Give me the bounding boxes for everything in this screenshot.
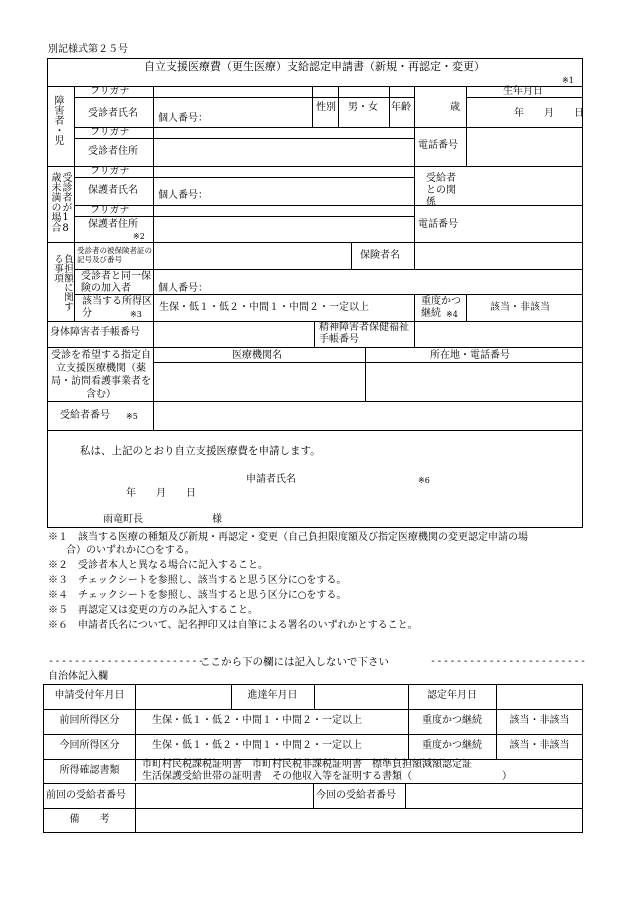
note-1-cont: 合）のいずれかに○をする。 xyxy=(66,545,195,556)
physical-handbook-field[interactable] xyxy=(156,323,311,345)
remarks-field[interactable] xyxy=(137,810,580,831)
cur-recipient-field[interactable] xyxy=(407,785,580,806)
patient-address-field[interactable] xyxy=(156,140,411,164)
transmitted-date-label: 進達年月日 xyxy=(247,690,298,701)
patient-furigana2-label: フリガナ xyxy=(90,127,130,138)
severe-label: 重度かつ継続 xyxy=(421,296,461,319)
institution-name-header: 医療機関名 xyxy=(232,350,282,361)
prev-severe-options[interactable]: 該当・非該当 xyxy=(509,715,570,726)
form-number: 別記様式第２５号 xyxy=(48,44,128,55)
recipient-number-field[interactable] xyxy=(156,403,580,428)
divider-dashes-left: ------------------------ xyxy=(48,656,205,667)
note-mark-6: ※6 xyxy=(418,476,430,485)
mental-handbook-field[interactable] xyxy=(416,323,580,345)
burden-group-label: 負担額に関する事項 xyxy=(52,254,73,311)
approved-date-field[interactable] xyxy=(498,686,580,707)
recipient-number-label: 受給者番号 xyxy=(60,410,110,421)
prev-recipient-field[interactable] xyxy=(137,785,311,806)
income-label: 該当する所得区分 xyxy=(82,296,152,319)
patient-group-label: 障害者・児 xyxy=(52,95,63,145)
note-mark-1: ※1 xyxy=(562,76,574,85)
guardian-address-field[interactable] xyxy=(156,218,411,240)
cur-income-label: 今回所得区分 xyxy=(59,740,120,751)
declaration: 私は、上記のとおり自立支援医療費を申請します。 xyxy=(80,445,321,457)
received-date-field[interactable] xyxy=(137,686,229,707)
institution-label: 受診を希望する指定自立支援医療機関（薬局・訪問看護事業者を含む） xyxy=(51,350,151,400)
relation-label: 受給者との関係 xyxy=(426,173,456,208)
insured-symbol-label: 受診者の被保険者証の記号及び番号 xyxy=(77,246,152,264)
cur-severe-options[interactable]: 該当・非該当 xyxy=(509,740,570,751)
mental-handbook-label: 精神障害者保健福祉手帳番号 xyxy=(319,322,409,345)
dob-units: 年 月 日 xyxy=(514,108,584,119)
patient-address-label: 受診者住所 xyxy=(88,146,138,157)
note-6: ※６ 申請者氏名について、記名押印又は自筆による署名のいずれかとすること。 xyxy=(48,620,418,631)
cur-income-options[interactable]: 生保・低１・低２・中間１・中間２・一定以上 xyxy=(152,740,362,751)
note-mark-5: ※5 xyxy=(126,412,138,421)
form-title: 自立支援医療費（更生医療）支給認定申請書（新規・再認定・変更） xyxy=(144,60,485,73)
relation-field[interactable] xyxy=(468,168,580,203)
office-heading: 自治体記入欄 xyxy=(48,671,108,682)
cur-severe-label: 重度かつ継続 xyxy=(422,740,482,751)
guardian-furigana-label: フリガナ xyxy=(90,166,130,177)
dob-label: 生年月日 xyxy=(503,86,543,97)
patient-furigana-field[interactable] xyxy=(156,87,310,97)
remarks-label: 備 考 xyxy=(69,814,110,825)
institution-address-field[interactable] xyxy=(368,364,580,399)
income-options[interactable]: 生保・低１・低２・中間１・中間２・一定以上 xyxy=(159,302,369,313)
date-line: 年 月 日 xyxy=(126,488,196,499)
received-date-label: 申請受付年月日 xyxy=(54,690,125,701)
addressee: 雨竜町長 xyxy=(103,514,143,525)
insured-symbol-field[interactable] xyxy=(156,244,349,268)
age-unit: 歳 xyxy=(450,102,460,113)
note-mark-3: ※3 xyxy=(130,310,142,319)
honorific: 様 xyxy=(212,514,222,525)
applicant-name-field[interactable] xyxy=(310,472,414,486)
physical-handbook-label: 身体障害者手帳番号 xyxy=(50,327,140,338)
prev-income-options[interactable]: 生保・低１・低２・中間１・中間２・一定以上 xyxy=(152,715,362,726)
prev-severe-label: 重度かつ継続 xyxy=(422,715,482,726)
guardian-phone-label: 電話番号 xyxy=(418,219,458,230)
transmitted-date-field[interactable] xyxy=(316,686,406,707)
approved-date-label: 認定年月日 xyxy=(427,690,477,701)
cur-recipient-label: 今回の受給者番号 xyxy=(316,790,396,801)
note-3: ※３ チェックシートを参照し、該当すると思う区分に○をする。 xyxy=(48,575,347,586)
insurer-field[interactable] xyxy=(416,244,580,268)
note-2: ※２ 受診者本人と異なる場合に記入すること。 xyxy=(48,560,268,571)
patient-name-field[interactable] xyxy=(156,99,206,111)
patient-phone-field[interactable] xyxy=(468,129,580,164)
age-label: 年齢 xyxy=(391,102,411,113)
applicant-name-label: 申請者氏名 xyxy=(246,474,296,485)
guardian-address-label: 保護者住所 xyxy=(88,219,138,230)
guardian-group-label: 受診者が18歳未満の場合 xyxy=(49,172,71,234)
docs-line-1[interactable]: 市町村民税課税証明書 市町村民税非課税証明書 標準負担額減額認定証 xyxy=(142,759,472,770)
patient-personal-number-field[interactable] xyxy=(214,112,310,126)
patient-phone-label: 電話番号 xyxy=(418,140,458,151)
institution-name-field[interactable] xyxy=(156,364,362,399)
same-insurance-personal-number-label: 個人番号： xyxy=(158,283,208,294)
same-insurance-label: 受診者と同一保険の加入者 xyxy=(81,271,151,294)
divider-dashes-right: ------------------------ xyxy=(430,656,587,667)
prev-recipient-label: 前回の受給者番号 xyxy=(46,790,126,801)
guardian-personal-number-label: 個人番号： xyxy=(158,190,208,201)
insurer-label: 保険者名 xyxy=(360,250,400,261)
docs-label: 所得確認書類 xyxy=(59,765,120,776)
note-1: ※１ 該当する医療の種類及び新規・再認定・変更（自己負担限度額及び指定医療機関の変更認定申請の場 xyxy=(48,532,528,543)
divider-text: ここから下の欄には記入しないで下さい xyxy=(200,656,389,668)
severe-options[interactable]: 該当・非該当 xyxy=(490,302,550,313)
guardian-name-label: 保護者氏名 xyxy=(88,185,138,196)
note-5: ※５ 再認定又は変更の方のみ記入すること。 xyxy=(48,605,258,616)
sex-options[interactable]: 男・女 xyxy=(348,102,378,113)
note-4: ※４ チェックシートを参照し、該当すると思う区分に○をする。 xyxy=(48,590,347,601)
patient-name-label: 受診者氏名 xyxy=(88,108,138,119)
note-mark-2: ※2 xyxy=(133,232,145,241)
note-mark-4: ※4 xyxy=(446,310,458,319)
sex-label: 性別 xyxy=(316,102,336,113)
patient-personal-number-label: 個人番号： xyxy=(158,113,208,124)
docs-line-2[interactable]: 生活保護受給世帯の証明書 その他収入等を証明する書類（ ） xyxy=(142,771,512,782)
institution-address-header: 所在地・電話番号 xyxy=(430,350,510,361)
patient-furigana-label: フリガナ xyxy=(90,86,130,97)
guardian-phone-field[interactable] xyxy=(468,207,580,240)
prev-income-label: 前回所得区分 xyxy=(59,715,120,726)
guardian-furigana2-label: フリガナ xyxy=(90,205,130,216)
